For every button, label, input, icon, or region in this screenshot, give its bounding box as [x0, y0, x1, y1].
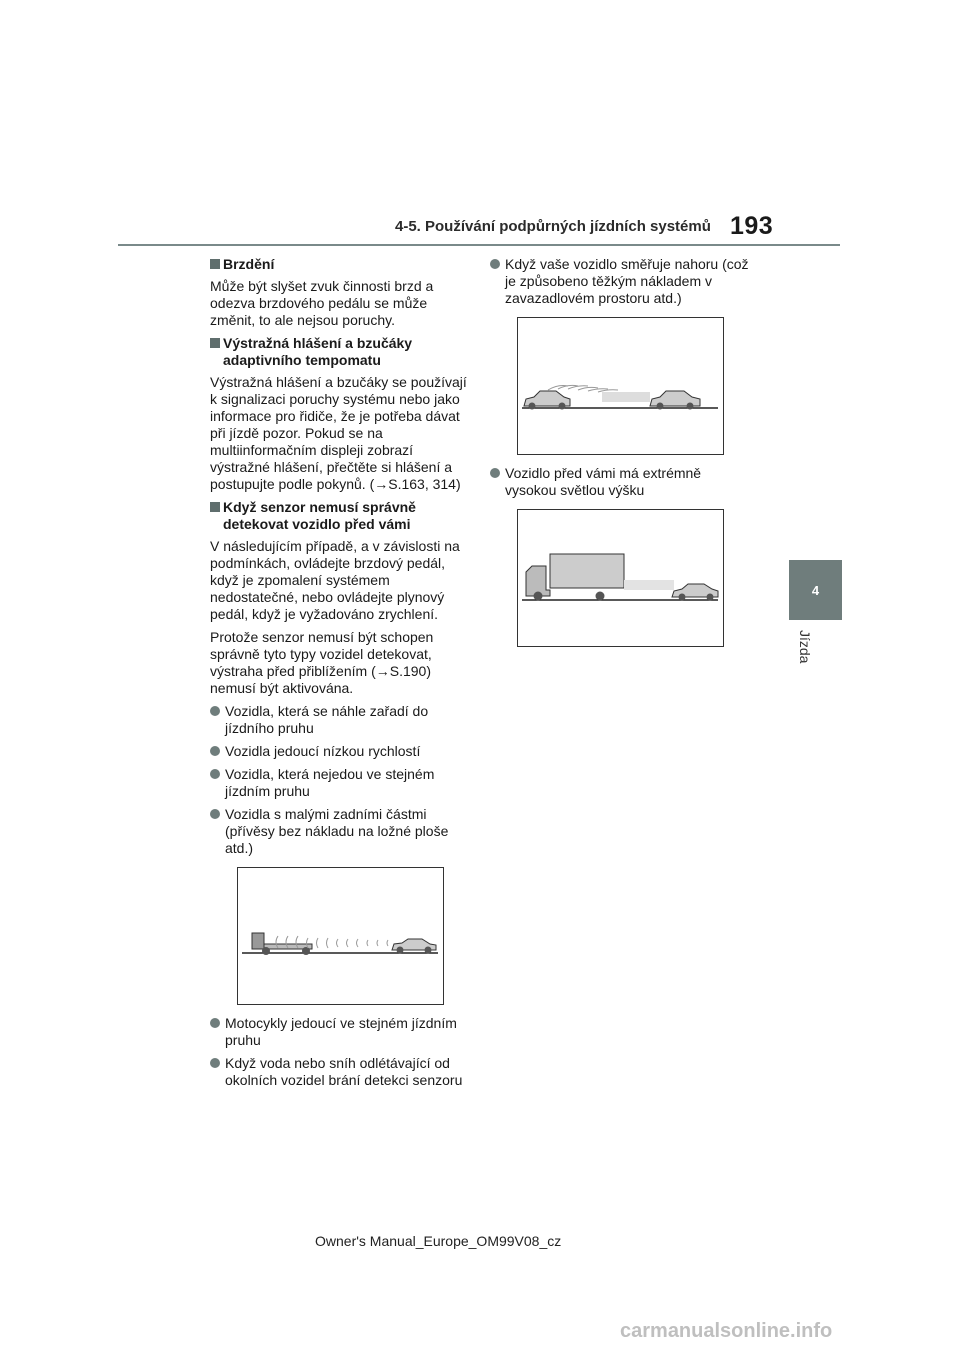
list-item-text: Motocykly jedoucí ve stejném jízdním pruhu	[225, 1015, 457, 1048]
round-bullet-icon	[210, 809, 220, 819]
round-bullet-icon	[210, 746, 220, 756]
round-bullet-icon	[210, 706, 220, 716]
heading-sensor	[210, 499, 472, 533]
list-item-text: Vozidla, která se náhle zařadí do jízdního pruhu	[225, 703, 429, 736]
vehicle-nose-up-illustration	[518, 318, 723, 454]
figure-nose-up	[517, 317, 724, 455]
chapter-number: 4	[811, 582, 820, 598]
heading-braking	[210, 256, 472, 273]
paragraph: Výstražná hlášení a bzučáky se používají k signalizaci poruchy systému nebo jako informace pro řidiče, že je potřeba dávat při jízdě pozor. Pokud se na multiinformačním displeji zobrazí výstražné hlášení, přečtěte si hlášení a postupujte podle pokynů. (→S.163, 314)	[210, 374, 467, 492]
square-bullet-icon	[210, 259, 220, 269]
high-clearance-truck-illustration	[518, 510, 723, 646]
right-column	[490, 256, 752, 657]
square-bullet-icon	[210, 502, 220, 512]
list-item-text: Vozidla, která nejedou ve stejném jízdním pruhu	[225, 766, 435, 799]
chapter-tab	[789, 560, 842, 620]
heading-text: Když senzor nemusí správně detekovat vozidlo před vámi	[223, 499, 416, 532]
round-bullet-icon	[210, 1058, 220, 1068]
list-item-text: Když vaše vozidlo směřuje nahoru (což je způsobeno těžkým nákladem v zavazadlovém prostoru atd.)	[505, 256, 749, 306]
section-title: 4-5. Používání podpůrných jízdních systémů	[395, 218, 711, 235]
paragraph: Protože senzor nemusí být schopen správně tyto typy vozidel detekovat, výstraha před přiblížením (→S.190) nemusí být aktivována.	[210, 629, 434, 696]
chapter-label-text: Jízda	[797, 630, 813, 664]
page-number: 193	[730, 212, 774, 240]
figure-high-clearance	[517, 509, 724, 647]
list-item-text: Vozidla s malými zadními částmi (přívěsy bez nákladu na ložné ploše atd.)	[225, 806, 449, 856]
list-item	[210, 766, 472, 800]
list-item	[210, 703, 472, 737]
round-bullet-icon	[490, 468, 500, 478]
round-bullet-icon	[210, 769, 220, 779]
list-item	[490, 465, 752, 499]
round-bullet-icon	[210, 1018, 220, 1028]
list-item-text: Vozidlo před vámi má extrémně vysokou světlou výšku	[505, 465, 702, 498]
chapter-label	[788, 630, 828, 690]
paragraph: Může být slyšet zvuk činnosti brzd a odezva brzdového pedálu se může změnit, to ale nejsou poruchy.	[210, 278, 434, 328]
watermark: carmanualsonline.info	[620, 1320, 833, 1342]
square-bullet-icon	[210, 338, 220, 348]
footer-text: Owner's Manual_Europe_OM99V08_cz	[315, 1233, 562, 1249]
list-item-text: Vozidla jedoucí nízkou rychlostí	[225, 743, 421, 759]
paragraph: V následujícím případě, a v závislosti na podmínkách, ovládejte brzdový pedál, když je zpomalení systémem nedostatečné, nebo ovládejte plynový pedál, když je vyžadováno zrychlení.	[210, 538, 460, 622]
left-column	[210, 256, 472, 1095]
list-item	[210, 806, 472, 857]
round-bullet-icon	[490, 259, 500, 269]
heading-warnings	[210, 335, 472, 369]
list-item-text: Když voda nebo sníh odlétávající od okolních vozidel brání detekci senzoru	[225, 1055, 463, 1088]
header-rule	[118, 244, 840, 246]
truck-trailer-illustration	[238, 868, 443, 1004]
list-item	[210, 1055, 472, 1089]
list-item	[210, 743, 472, 760]
list-item	[490, 256, 752, 307]
heading-text: Výstražná hlášení a bzučáky adaptivního tempomatu	[223, 335, 413, 368]
list-item	[210, 1015, 472, 1049]
heading-text: Brzdění	[223, 256, 275, 272]
figure-trailer	[237, 867, 444, 1005]
